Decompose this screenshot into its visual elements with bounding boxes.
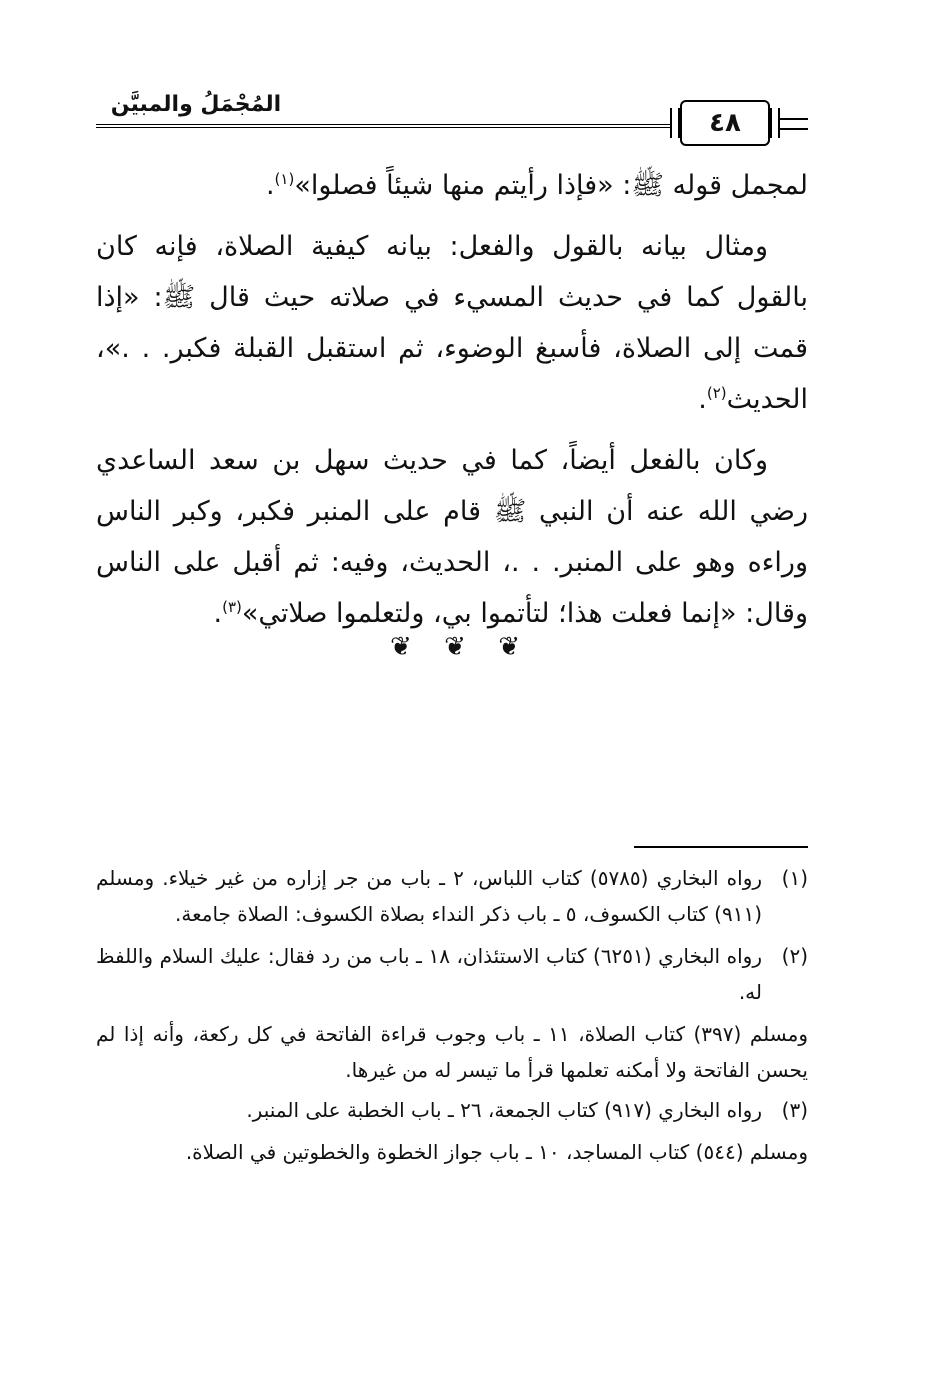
footnote-1 [96,860,808,936]
header-rule [96,124,670,128]
running-header-title: المُجْمَلُ والمبيَّن [110,92,282,117]
footnote-ref-1: (١) [274,170,295,188]
main-text [96,160,808,649]
paragraph-1: لمجمل قوله ﷺ: «فإذا رأيتم منها شيئاً فصلوا»$^{(١)}$. [265,170,808,201]
header-ornament-dashes [778,118,808,130]
page-number-text: ٤٨ [709,108,741,138]
footnote-ref-2: (٢) [706,384,727,402]
footnote-2-continuation: ومسلم (٣٩٧) كتاب الصلاة، ١١ ـ باب وجوب قراءة الفاتحة في كل ركعة، وأنه إذا لم يحسن الفاتحة ولا أمكنه تعلمها قرأ ما تيسر له من غيرها. [96,1022,808,1082]
page-number [680,100,770,146]
section-divider-ornaments [390,632,520,662]
footnote-2 [96,938,808,1014]
footnote-number: (٣) [781,1098,808,1122]
footnote-ref-3: (٣) [222,598,242,616]
footnote-text: رواه البخاري (٥٧٨٥) كتاب اللباس، ٢ ـ باب من جر إزاره من غير خيلاء. ومسلم (٩١١) كتاب الكسوف، ٥ ـ باب ذكر النداء بصلاة الكسوف: الصلاة جامعة. [96,866,763,926]
footnote-number: (٢) [781,944,808,968]
footnote-separator [634,846,808,848]
paragraph-2: ومثال بيانه بالقول والفعل: بيانه كيفية الصلاة، فإنه كان بالقول كما في حديث المسيء في صلاته حيث قال ﷺ: «إذا قمت إلى الصلاة، فأسبغ الوضوء، ثم استقبل القبلة فكبر. . .»، الحديث$^{(٢)}$. [96,231,808,415]
footnote-text: رواه البخاري (٦٢٥١) كتاب الاستئذان، ١٨ ـ باب من رد فقال: عليك السلام واللفظ له. [96,944,763,1004]
ornament-icon: ❦ [444,632,466,662]
ornament-icon: ❦ [390,632,412,662]
ornament-icon: ❦ [498,632,520,662]
footnotes [96,860,808,1170]
footnote-text: رواه البخاري (٩١٧) كتاب الجمعة، ٢٦ ـ باب الخطبة على المنبر. [246,1098,762,1122]
footnote-3 [96,1092,808,1132]
footnote-3-continuation: ومسلم (٥٤٤) كتاب المساجد، ١٠ ـ باب جواز الخطوة والخطوتين في الصلاة. [185,1140,808,1164]
paragraph-3: وكان بالفعل أيضاً، كما في حديث سهل بن سعد الساعدي رضي الله عنه أن النبي ﷺ قام على المنبر فكبر، وكبر الناس وراءه وهو على المنبر. . .، الحديث، وفيه: ثم أقبل على الناس وقال: «إنما فعلت هذا؛ لتأتموا بي، ولتعلموا صلاتي»$^{(٣)}$. [96,445,808,629]
footnote-number: (١) [781,866,808,890]
